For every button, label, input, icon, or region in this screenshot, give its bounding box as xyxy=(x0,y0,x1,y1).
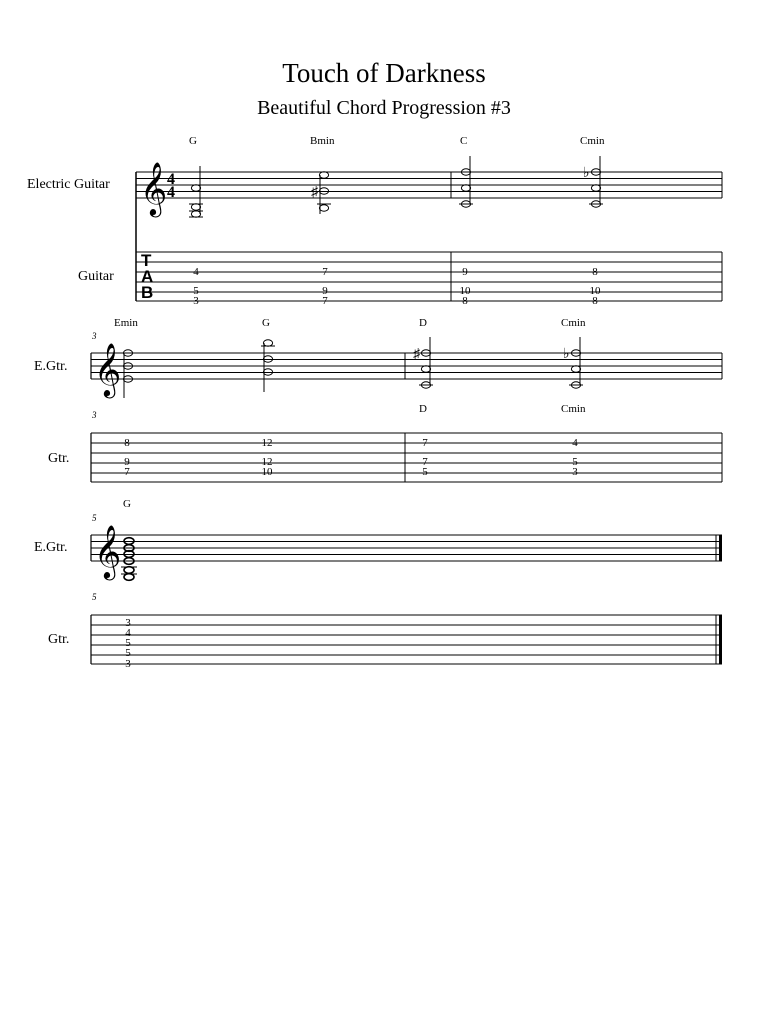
tab-number: 3 xyxy=(125,658,131,670)
chord-notes xyxy=(589,156,603,207)
tab-number: 3 xyxy=(572,466,578,478)
tab-number: 4 xyxy=(572,437,578,449)
time-signature-top: 4 xyxy=(167,171,175,188)
treble-clef-icon: 𝄞 xyxy=(94,524,122,578)
system-1 xyxy=(27,135,722,307)
tab-staff xyxy=(91,615,722,664)
tab-number: 4 xyxy=(125,627,131,639)
chord-symbol: G xyxy=(123,498,131,510)
chord-symbol: Cmin xyxy=(561,317,586,329)
tab-label: Gtr. xyxy=(48,632,70,647)
tab-clef-a: A xyxy=(141,267,154,286)
staff-label: E.Gtr. xyxy=(34,540,68,555)
score-subtitle: Beautiful Chord Progression #3 xyxy=(257,97,511,119)
tab-number: 9 xyxy=(322,285,328,297)
treble-clef-icon: 𝄞 xyxy=(140,161,168,215)
tab-number: 3 xyxy=(193,295,199,307)
chord-symbol: D xyxy=(419,317,427,329)
tab-number: 8 xyxy=(462,295,468,307)
tab-number: 7 xyxy=(422,437,428,449)
chord-symbol: Emin xyxy=(114,317,138,329)
tab-label: Gtr. xyxy=(48,451,70,466)
system-3 xyxy=(34,498,722,670)
flat-icon: ♭ xyxy=(583,166,590,181)
chord-symbol: Cmin xyxy=(580,135,605,147)
tab-number: 8 xyxy=(124,437,130,449)
treble-clef-icon: 𝄞 xyxy=(94,342,122,396)
tab-clef-t: T xyxy=(141,251,152,270)
chord-notes xyxy=(123,350,132,398)
measure-number: 5 xyxy=(92,513,97,523)
system-2 xyxy=(34,317,722,482)
tab-measure-number: 5 xyxy=(92,592,97,602)
tab-chord-label: Cmin xyxy=(561,403,586,415)
tab-chord-label: D xyxy=(419,403,427,415)
tab-staff xyxy=(91,433,722,482)
chord-symbol: C xyxy=(460,135,468,147)
chord-notes xyxy=(459,156,473,207)
chord-symbol: Bmin xyxy=(310,135,335,147)
time-signature-bottom: 4 xyxy=(167,184,175,201)
standard-staff xyxy=(91,353,722,379)
tab-label: Guitar xyxy=(78,269,114,284)
tab-number: 7 xyxy=(422,456,428,468)
tab-number: 5 xyxy=(572,456,578,468)
tab-measure-number: 3 xyxy=(92,410,97,420)
chord-notes xyxy=(569,337,583,388)
tab-number: 10 xyxy=(589,285,601,297)
tab-number: 4 xyxy=(193,266,199,278)
chord-notes xyxy=(419,337,433,388)
sharp-icon: ♯ xyxy=(413,347,420,362)
standard-staff xyxy=(136,172,722,198)
tab-number: 7 xyxy=(322,295,328,307)
staff-label: Electric Guitar xyxy=(27,177,110,192)
tab-number: 5 xyxy=(125,647,131,659)
tab-number: 9 xyxy=(124,456,130,468)
chord-symbol: G xyxy=(189,135,197,147)
tab-number: 3 xyxy=(125,617,131,629)
tab-number: 8 xyxy=(592,266,598,278)
tab-numbers xyxy=(125,617,131,670)
sharp-icon: ♯ xyxy=(311,185,318,200)
tab-number: 7 xyxy=(322,266,328,278)
tab-number: 5 xyxy=(125,637,131,649)
tab-number: 10 xyxy=(459,285,471,297)
staff-label: E.Gtr. xyxy=(34,359,68,374)
tab-staff xyxy=(136,252,722,301)
measure-number: 3 xyxy=(92,331,97,341)
standard-staff xyxy=(91,535,722,561)
chord-symbol: G xyxy=(262,317,270,329)
tab-number: 9 xyxy=(462,266,468,278)
score-title: Touch of Darkness xyxy=(282,58,486,88)
tab-number: 8 xyxy=(592,295,598,307)
tab-number: 7 xyxy=(124,466,130,478)
tab-number: 5 xyxy=(193,285,199,297)
tab-number: 12 xyxy=(261,456,273,468)
tab-number: 12 xyxy=(261,437,273,449)
tab-number: 5 xyxy=(422,466,428,478)
tab-number: 10 xyxy=(261,466,273,478)
tab-clef-b: B xyxy=(141,283,154,302)
flat-icon: ♭ xyxy=(563,347,570,362)
